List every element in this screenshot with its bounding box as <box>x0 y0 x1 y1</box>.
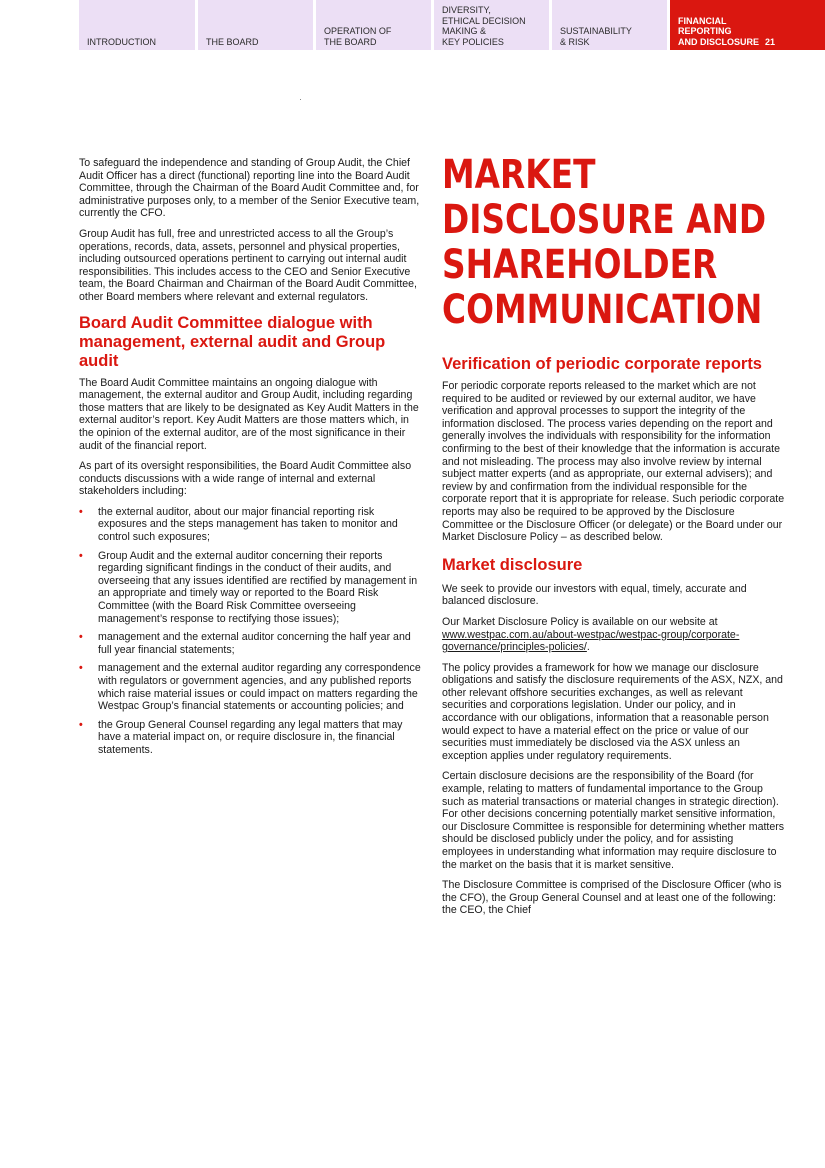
paragraph-text: Our Market Disclosure Policy is available on our website at <box>442 615 718 628</box>
tab-financial-reporting-disclosure[interactable] <box>670 0 825 50</box>
title-line: COMMUNICATION <box>442 287 763 333</box>
title-line: DISCLOSURE AND <box>442 197 767 243</box>
paragraph: As part of its oversight responsibilities, the Board Audit Committee also conducts discussions with a wide range of internal and external stakeholders including: <box>79 460 412 498</box>
paragraph: For periodic corporate reports released to the market which are not required to be audited or reviewed by our external auditor, we have verification and approval processes to support the integrity of the information disclosed. The process varies depending on the report and generally involves the individuals with responsibility for the information confirming to the best of their knowledge that the information is accurate and not misleading. The process may also involve review by internal subject matter experts (and as appropriate, our external advisers); and review by and confirmation from the individual responsible for the corporate report that it is appropriate for release. Such periodic corporate reports may also be required to be approved by the Disclosure Committee or the Disclosure Officer (or delegate) or the Board under our Market Disclosure Policy – as described below. <box>442 380 785 544</box>
paragraph: To safeguard the independence and standing of Group Audit, the Chief Audit Officer has a direct (functional) reporting line into the Board Audit Committee, through the Chairman of the Board Audit Committee and, for administrative purposes only, to a member of the Senior Executive team, currently the CFO. <box>79 157 420 220</box>
paragraph: The policy provides a framework for how we manage our disclosure obligations and satisfy the disclosure requirements of the ASX, NZX, and other relevant offshore securities exchanges, as well as relevant securities and corporations legislation. Under our policy, and in accordance with our obligations, information that a reasonable person would expect to have a material effect on the price or value of our securities must immediately be disclosed via the ASX unless an exception applies under regulatory requirements. <box>442 661 783 762</box>
tab-label: SUSTAINABILITY & RISK <box>560 26 632 47</box>
stray-dot <box>300 99 301 100</box>
title-line: SHAREHOLDER <box>442 242 718 288</box>
section-heading: Market disclosure <box>442 555 583 574</box>
tab-label: DIVERSITY, ETHICAL DECISION MAKING & KEY POLICIES <box>442 5 526 47</box>
list-item-text: the Group General Counsel regarding any legal matters that may have a material impact on, or require disclosure in, the financial statements. <box>98 718 403 756</box>
bullet-icon: • <box>79 505 83 518</box>
section-heading: Verification of periodic corporate reports <box>442 355 762 373</box>
stakeholder-list <box>79 506 421 757</box>
paragraph: Certain disclosure decisions are the responsibility of the Board (for example, relating to matters of fundamental importance to the Group such as material transactions or material changes in strategic direction). For other decisions concerning potentially market sensitive information, our Disclosure Committee is responsible for determining whether matters should be disclosed publicly under the policy, and for assisting employees in understanding what information may require disclosure to the market on the basis that it is market sensitive. <box>442 770 785 871</box>
tab-the-board[interactable] <box>198 0 313 50</box>
paragraph: The Disclosure Committee is comprised of the Disclosure Officer (who is the CFO), the Group General Counsel and at least one of the following: the CEO, the Chief <box>442 879 782 917</box>
page-number: 21 <box>765 36 776 47</box>
list-item <box>79 506 421 544</box>
list-item-text: management and the external auditor concerning the half year and full year financial statements; <box>98 631 411 656</box>
list-item-text: Group Audit and the external auditor concerning their reports regarding significant findings in the conduct of their audits, and overseeing that any issues identified are rectified by management in an appropriate and timely way or reported to the Board Risk Committee (with the Board Risk Committee overseeing management’s response to rectifying those issues); <box>98 549 418 625</box>
list-item <box>79 550 421 626</box>
tab-sustainability-risk[interactable] <box>552 0 667 50</box>
list-item <box>79 662 421 712</box>
list-item <box>79 719 421 757</box>
section-heading: Board Audit Committee dialogue with management, external audit and Group audit <box>79 313 386 370</box>
bullet-icon: • <box>79 718 83 731</box>
list-item <box>79 631 421 656</box>
tab-introduction[interactable] <box>79 0 195 50</box>
bullet-icon: • <box>79 631 83 644</box>
tab-label: FINANCIAL REPORTING AND DISCLOSURE <box>678 15 760 47</box>
page-title <box>442 152 767 333</box>
left-column <box>79 157 421 763</box>
list-item-text: the external auditor, about our major financial reporting risk exposures and the steps management has taken to monitor and control such exposures; <box>98 505 398 544</box>
right-column <box>442 153 787 925</box>
tab-label: OPERATION OF THE BOARD <box>324 26 392 47</box>
paragraph <box>442 616 787 654</box>
tab-operation-of-the-board[interactable] <box>316 0 431 50</box>
section-nav <box>79 0 825 50</box>
list-item-text: management and the external auditor regarding any correspondence with regulators or government agencies, and any published reports which raise material issues or could impact on matters regarding the Westpac Group’s financial statements or accounting policies; and <box>98 662 421 713</box>
paragraph: Group Audit has full, free and unrestricted access to all the Group’s operations, records, data, assets, personnel and physical properties, including outsourced operations pertinent to carrying out internal audit responsibilities. This includes access to the CEO and Senior Executive team, the Board Chairman and Chairman of the Board Audit Committee, other Board members where relevant and external regulators. <box>79 227 417 303</box>
policy-link[interactable]: www.westpac.com.au/about-westpac/westpac-group/corporate-governance/principles-policies/ <box>442 628 740 654</box>
paragraph: We seek to provide our investors with equal, timely, accurate and balanced disclosure. <box>442 582 747 608</box>
title-line: MARKET <box>442 152 596 198</box>
paragraph: The Board Audit Committee maintains an ongoing dialogue with management, the external auditor and Group Audit, including regarding those matters that are likely to be designated as Key Audit Matters in the external auditor’s report. Key Audit Matters are those matters which, in the opinion of the external auditor, are of the most significance in their audit of the financial report. <box>79 376 419 452</box>
tab-diversity-ethics-policies[interactable] <box>434 0 549 50</box>
tab-label: THE BOARD <box>206 36 259 47</box>
bullet-icon: • <box>79 662 83 675</box>
paragraph-text: . <box>586 641 590 654</box>
bullet-icon: • <box>79 549 83 562</box>
tab-label: INTRODUCTION <box>87 36 156 47</box>
